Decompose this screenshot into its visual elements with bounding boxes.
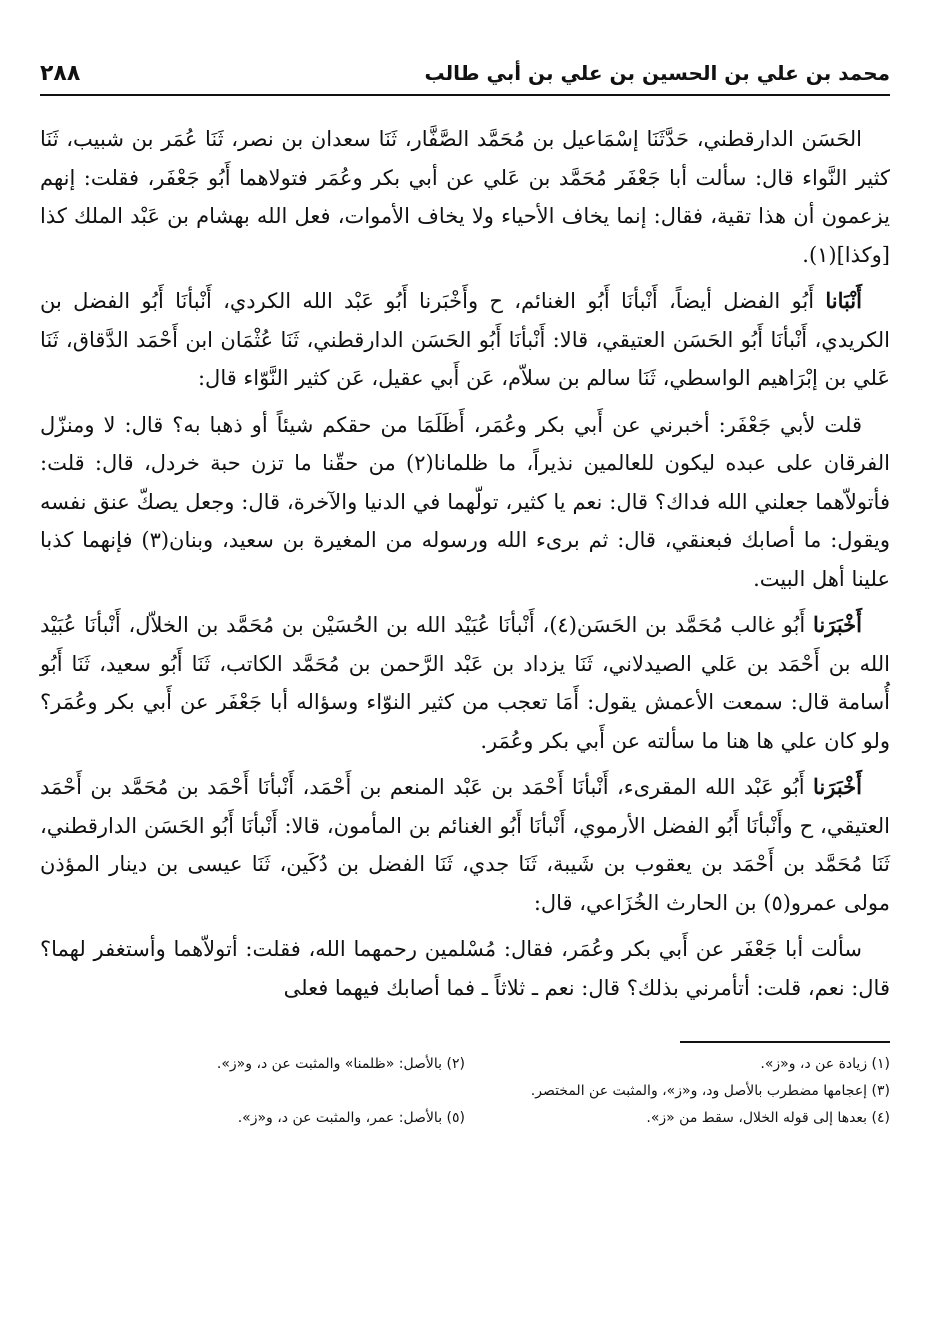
paragraph-text: أَبُو الفضل أيضاً، أَنْبأنَا أَبُو الغنائم، ح وأَخْبَرنا أَبُو عَبْد الله الكردي، أَنْبأنَا أَبُو الفضل بن الكريدي، أَنْبأنَا أَبُو الحَسَن العتيقي، قالا: أَنْبأنَا أَبُو الحَسَن الدارقطني، ثَنَا عُثْمَان ابن أَحْمَد الدَّقاق، ثَنَا عَلي بن إبْرَاهيم الواسطي، ثَنَا سالم بن سلاّم، عَن أَبي عقيل، عَن كثير النَّوّاء قال: (40, 289, 890, 390)
footnote-row (40, 1078, 890, 1105)
paragraph-lead: أَخْبَرَنا (813, 612, 862, 637)
paragraph-lead: أَخْبَرَنا (813, 774, 862, 799)
paragraph-lead: أَنْبَانا (825, 288, 862, 313)
paragraph-5 (40, 768, 890, 922)
main-text (40, 120, 890, 1007)
book-page (40, 52, 890, 1132)
page-number: ٢٨٨ (40, 60, 81, 86)
footnote-row (40, 1105, 890, 1132)
paragraph-1 (40, 120, 890, 274)
paragraph-4 (40, 606, 890, 760)
footnote-3: (٣) إعجامها مضطرب بالأصل ود، و«ز»، والمثبت عن المختصر. (530, 1083, 890, 1099)
paragraph-text: أَبُو عَبْد الله المقرىء، أَنْبأنَا أَحْمَد بن عَبْد المنعم بن أَحْمَد، أَنْبأنَا أَحْمَد بن مُحَمَّد بن أَحْمَد العتيقي، ح وأَنْبأنَا أَبُو الفضل الأرموي، أَنْبأنَا أَبُو الغنائم بن المأمون، قالا: أَنْبأنَا أَبُو الحَسَن الدارقطني، ثَنَا مُحَمَّد بن أَحْمَد بن يعقوب بن شَيبة، ثَنَا جدي، ثَنَا الفضل بن دُكَين، ثَنَا عيسى بن دينار المؤذن مولى عمرو(٥) بن الحارث الخُزَاعي، قال: (40, 775, 890, 915)
paragraph-text: أَبُو غالب مُحَمَّد بن الحَسَن(٤)، أَنْبأنَا عُبَيْد الله بن الحُسَيْن بن مُحَمَّد بن الخلاّل، أَنْبأنَا عُبَيْد الله بن أَحْمَد بن عَلي الصيدلاني، ثَنَا يزداد بن عَبْد الرَّحمن بن مُحَمَّد الكاتب، ثَنَا أَبُو سعيد، ثَنَا أَبُو أُسامة قال: سمعت الأعمش يقول: أَمَا تعجب من كثير النوّاء وسؤاله أبا جَعْفَر عن أَبي بكر وعُمَر؟ ولو كان علي ها هنا ما سألته عن أَبي بكر وعُمَر. (40, 613, 890, 753)
paragraph-text: سألت أبا جَعْفَر عن أَبي بكر وعُمَر، فقال: مُسْلمين رحمهما الله، فقلت: أتولاّهما وأستغفر لهما؟ قال: نعم، قلت: أتأمرني بذلك؟ قال: نعم ـ ثلاثاً ـ فما أصابك فيهما فعلى (40, 937, 890, 1000)
footnotes (40, 1051, 890, 1132)
paragraph-text: قلت لأبي جَعْفَر: أخبرني عن أَبي بكر وعُمَر، أَظَلَمَا من حقكم شيئاً أو ذهبا به؟ قال: لا ومنزّل الفرقان على عبده ليكون للعالمين نذيراً، ما ظلمانا(٢) من حقّنا ما تزن حبة خردل، قال: قلت: فأتولاّهما جعلني الله فداك؟ قال: نعم يا كثير، تولّهما في الدنيا والآخرة، قال: وجعل يصكّ عنق نفسه ويقول: ما أصابك فبعنقي، قال: ثم برىء الله ورسوله من المغيرة بن سعيد، وبنان(٣) فإنهما كذبا علينا أهل البيت. (40, 412, 890, 591)
page-header (40, 52, 890, 96)
footnote-4: (٤) بعدها إلى قوله الخلال، سقط من «ز». (646, 1110, 890, 1126)
paragraph-text: الحَسَن الدارقطني، حَدَّثَنَا إسْمَاعيل بن مُحَمَّد الصَّفَّار، ثَنَا سعدان بن نصر، ثَنَا عُمَر بن شبيب، ثَنَا كثير النَّواء قال: سألت أبا جَعْفَر مُحَمَّد بن عَلي عن أبي بكر وعُمَر فتولاهما أَبُو جَعْفَر، فقلت: إنهم يزعمون أن هذا تقية، فقال: إنما يخاف الأحياء ولا يخاف الأموات، فعل الله بهشام بن عَبْد الملك كذا [وكذا](١). (40, 127, 890, 267)
footnote-row (40, 1051, 890, 1078)
footnote-2: (٢) بالأصل: «ظلمنا» والمثبت عن د، و«ز». (216, 1056, 465, 1072)
footnote-1: (١) زيادة عن د، و«ز». (760, 1056, 890, 1072)
footnote-separator (680, 1041, 890, 1043)
paragraph-6 (40, 930, 890, 1007)
paragraph-2 (40, 282, 890, 398)
footnote-5: (٥) بالأصل: عمر، والمثبت عن د، و«ز». (237, 1110, 465, 1126)
running-title: محمد بن علي بن الحسين بن علي بن أبي طالب (424, 61, 890, 85)
paragraph-3 (40, 406, 890, 599)
